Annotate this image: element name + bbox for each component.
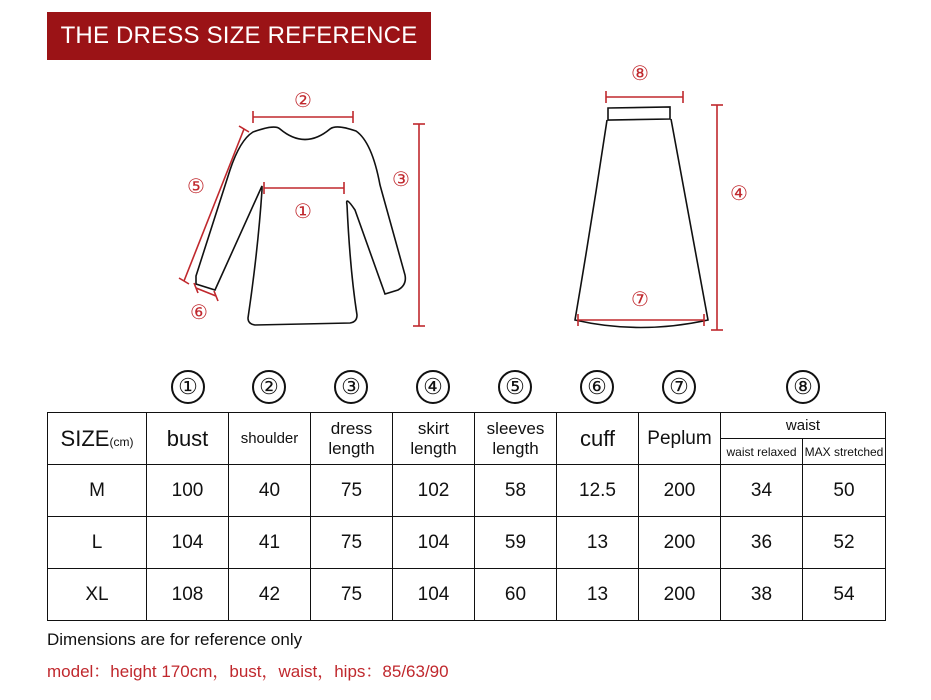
header-waist-max: MAX stretched <box>803 439 886 465</box>
label-skirt-length: ④ <box>730 183 748 205</box>
column-number-1: ① <box>171 370 205 404</box>
cell-size: L <box>48 517 147 569</box>
header-size: SIZE(cm) <box>48 413 147 465</box>
cell-skirt-length: 104 <box>393 517 475 569</box>
header-skirt-length: skirt length <box>393 413 475 465</box>
cell-shoulder: 42 <box>229 569 311 621</box>
cell-size: XL <box>48 569 147 621</box>
column-number-6: ⑥ <box>580 370 614 404</box>
cell-sleeves-length: 59 <box>475 517 557 569</box>
cell-waist-max: 52 <box>803 517 886 569</box>
reference-note: Dimensions are for reference only <box>47 630 303 649</box>
cell-cuff: 13 <box>557 569 639 621</box>
column-number-3: ③ <box>334 370 368 404</box>
top-garment-outline <box>196 127 405 325</box>
cell-cuff: 13 <box>557 517 639 569</box>
table-row <box>48 465 886 517</box>
cell-peplum: 200 <box>639 569 721 621</box>
column-number-7: ⑦ <box>662 370 696 404</box>
column-number-2: ② <box>252 370 286 404</box>
cell-shoulder: 40 <box>229 465 311 517</box>
table-row <box>48 569 886 621</box>
table-header-row <box>48 413 886 439</box>
cell-skirt-length: 104 <box>393 569 475 621</box>
header-peplum: Peplum <box>639 413 721 465</box>
cell-dress-length: 75 <box>311 569 393 621</box>
header-bust: bust <box>147 413 229 465</box>
cell-dress-length: 75 <box>311 517 393 569</box>
cell-sleeves-length: 60 <box>475 569 557 621</box>
label-sleeves-length: ⑤ <box>187 176 205 198</box>
cell-waist-max: 50 <box>803 465 886 517</box>
label-cuff: ⑥ <box>190 302 208 324</box>
cell-sleeves-length: 58 <box>475 465 557 517</box>
cell-waist-relaxed: 34 <box>721 465 803 517</box>
header-waist: waist <box>721 413 886 439</box>
column-number-8: ⑧ <box>786 370 820 404</box>
cell-skirt-length: 102 <box>393 465 475 517</box>
cell-peplum: 200 <box>639 465 721 517</box>
header-sleeves-length: sleeves length <box>475 413 557 465</box>
header-dress-length: dress length <box>311 413 393 465</box>
cell-bust: 100 <box>147 465 229 517</box>
page-title: THE DRESS SIZE REFERENCE <box>47 12 431 60</box>
column-number-5: ⑤ <box>498 370 532 404</box>
cell-cuff: 12.5 <box>557 465 639 517</box>
cell-shoulder: 41 <box>229 517 311 569</box>
header-cuff: cuff <box>557 413 639 465</box>
table-row <box>48 517 886 569</box>
skirt-outline <box>608 107 670 120</box>
column-number-4: ④ <box>416 370 450 404</box>
cell-dress-length: 75 <box>311 465 393 517</box>
label-bust: ① <box>294 201 312 223</box>
cell-waist-max: 54 <box>803 569 886 621</box>
header-waist-relaxed: waist relaxed <box>721 439 803 465</box>
header-shoulder: shoulder <box>229 413 311 465</box>
label-dress-length: ③ <box>392 169 410 191</box>
cell-bust: 104 <box>147 517 229 569</box>
cell-waist-relaxed: 38 <box>721 569 803 621</box>
cell-size: M <box>48 465 147 517</box>
label-shoulder: ② <box>294 90 312 112</box>
cell-peplum: 200 <box>639 517 721 569</box>
size-table <box>47 412 886 621</box>
label-peplum: ⑦ <box>631 289 649 311</box>
cell-waist-relaxed: 36 <box>721 517 803 569</box>
model-info: model：height 170cm，bust，waist，hips：85/63/90 <box>47 662 449 681</box>
label-waist: ⑧ <box>631 63 649 85</box>
cell-bust: 108 <box>147 569 229 621</box>
